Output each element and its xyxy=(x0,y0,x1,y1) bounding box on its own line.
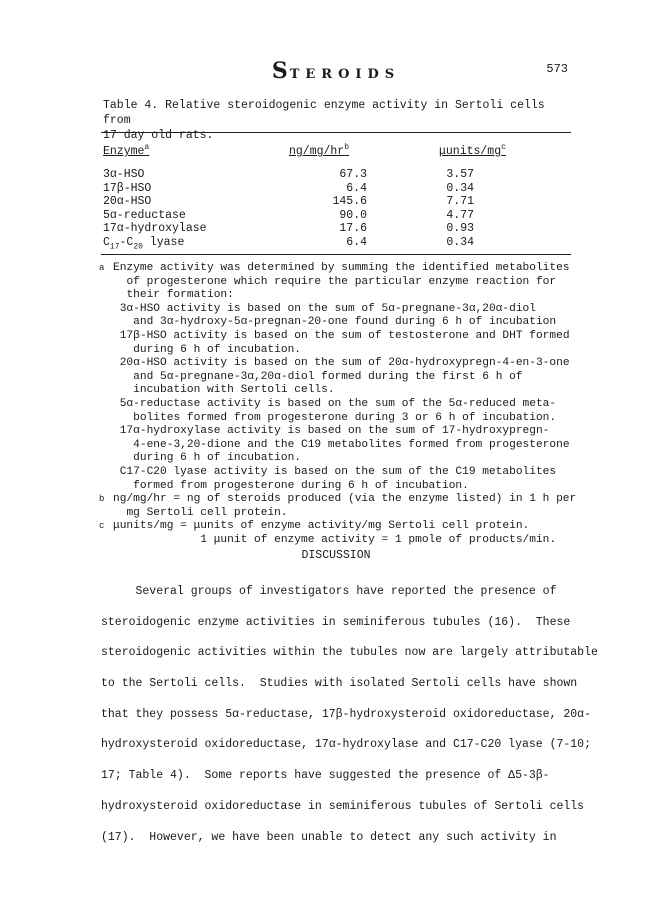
table-caption xyxy=(103,98,573,143)
caption-line-2: 17 day old rats. xyxy=(103,129,214,142)
page-number: 573 xyxy=(546,62,568,76)
journal-header xyxy=(0,58,672,84)
table-top-rule xyxy=(101,132,571,133)
table-body xyxy=(101,168,571,249)
table-row: 17β-HSO 6.4 0.34 xyxy=(103,181,474,195)
footnote-line: 3α-HSO activity is based on the sum of 5α-pregnane-3α,20α-diol xyxy=(113,302,536,315)
body-line: (17). However, we have been unable to detect any such activity in xyxy=(101,830,557,844)
table-row: 20α-HSO 145.6 7.71 xyxy=(103,195,474,208)
body-line: that they possess 5α-reductase, 17β-hydroxysteroid oxidoreductase, 20α- xyxy=(101,707,591,721)
table-row: 3α-HSO 67.3 3.57 xyxy=(103,168,474,181)
footnote-line: 17β-HSO activity is based on the sum of testosterone and DHT formed xyxy=(113,329,570,342)
footnote-line: Enzyme activity was determined by summing the identified metabolites xyxy=(113,262,570,274)
footnote-line: during 6 h of incubation. xyxy=(113,452,301,465)
table-footnotes xyxy=(101,262,581,547)
footnote-line: incubation with Sertoli cells. xyxy=(113,384,335,397)
journal-name: TEROIDS xyxy=(289,67,401,82)
footnote-line: during 6 h of incubation. xyxy=(113,343,301,356)
footnote-line: formed from progesterone during 6 h of incubation. xyxy=(113,479,469,492)
body-line: hydroxysteroid oxidoreductase in seminiferous tubules of Sertoli cells xyxy=(101,799,585,813)
table-row: 5α-reductase 90.0 4.77 xyxy=(103,208,474,222)
footnote-line: and 5α-pregnane-3α,20α-diol formed during the first 6 h of xyxy=(113,370,523,383)
footnote-line: and 3α-hydroxy-5α-pregnan-20-one found during 6 h of incubation xyxy=(113,316,557,329)
caption-line-1: Table 4. Relative steroidogenic enzyme activity in Sertoli cells from xyxy=(103,99,545,127)
column-header-units: μunits/$mg^c$ xyxy=(439,143,506,158)
footnote-line: 17α-hydroxylase activity is based on the sum of 17-hydroxypregn- xyxy=(113,425,550,438)
body-line: steroidogenic enzyme activities in seminiferous tubules (16). These xyxy=(101,615,571,629)
table-bottom-rule xyxy=(101,254,571,255)
body-line: hydroxysteroid oxidoreductase, 17α-hydroxylase and C17-C20 lyase (7-10; xyxy=(101,738,591,752)
table-row: 17α-hydroxylase 17.6 0.93 xyxy=(103,222,474,235)
column-header-enzyme: Enzyme$^a$ xyxy=(103,143,150,158)
footnote-line: their formation: xyxy=(113,289,234,302)
section-title: DISCUSSION xyxy=(301,549,371,562)
footnote-line: ng/mg/hr = ng of steroids produced (via the enzyme listed) in 1 h per xyxy=(113,493,577,506)
footnote-a-marker: a xyxy=(99,263,105,273)
footnote-line: 5α-reductase activity is based on the sum of the 5α-reduced meta- xyxy=(113,397,557,410)
footnote-line: 4-ene-3,20-dione and the C19 metabolites formed from progesterone xyxy=(113,438,570,451)
footnote-line: bolites formed from progesterone during 3 or 6 h of incubation. xyxy=(113,411,557,424)
footnote-line: 1 μunit of enzyme activity = 1 pmole of products/min. xyxy=(113,533,557,546)
body-line: to the Sertoli cells. Studies with isolated Sertoli cells have shown xyxy=(101,677,578,691)
footnote-c-marker: c xyxy=(99,521,105,532)
footnote-b-marker: b xyxy=(99,494,105,505)
discussion-body xyxy=(101,577,598,853)
journal-initial: S xyxy=(271,58,290,84)
footnote-line: 20α-HSO activity is based on the sum of 20α-hydroxypregn-4-en-3-one xyxy=(113,357,570,370)
table-row: $C_{17}-C_{20}$ lyase 6.4 0.34 xyxy=(103,235,474,251)
body-line: Several groups of investigators have reported the presence of xyxy=(101,585,557,598)
body-line: 17; Table 4). Some reports have suggested the presence of Δ5-3β- xyxy=(101,769,550,783)
footnote-line: mg Sertoli cell protein. xyxy=(113,506,288,519)
column-header-ng: $ng/mg/hr^b$ xyxy=(289,143,350,158)
footnote-line: μunits/mg = μunits of enzyme activity/mg Sertoli cell protein. xyxy=(113,520,530,533)
footnote-line: of progesterone which require the particular enzyme reaction for xyxy=(113,275,557,288)
footnote-line: C17-C20 lyase activity is based on the sum of the C19 metabolites xyxy=(113,465,557,478)
body-line: steroidogenic activities within the tubules now are largely attributable xyxy=(101,646,598,660)
